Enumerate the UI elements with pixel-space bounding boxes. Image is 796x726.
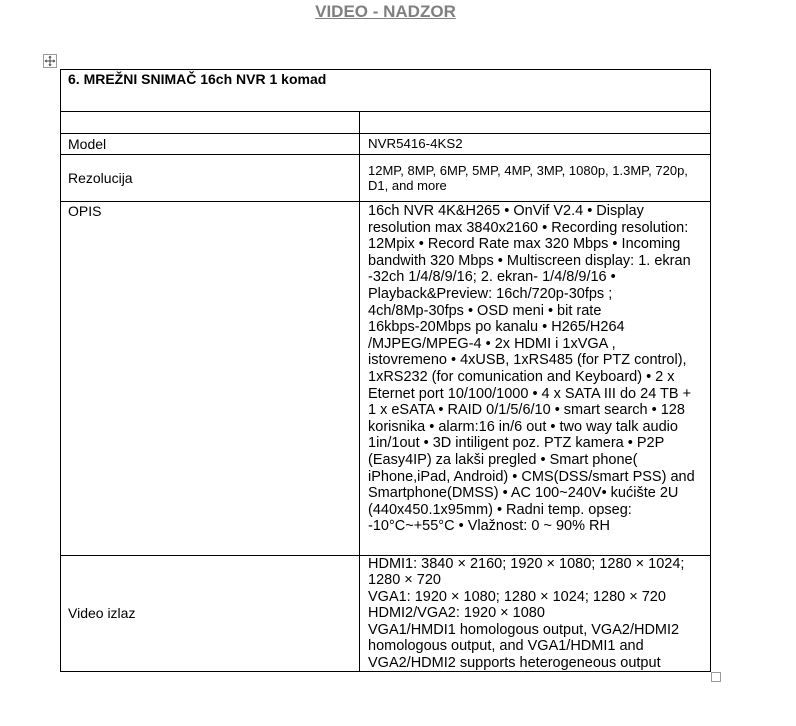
table-header-title: 6. MREŽNI SNIMAČ 16ch NVR 1 komad	[68, 71, 327, 87]
video-izlaz-label-cell[interactable]	[61, 556, 359, 671]
opis-label-cell[interactable]	[61, 202, 359, 555]
table-row-video-izlaz	[61, 555, 710, 671]
rezolucija-line: D1, and more	[368, 178, 447, 193]
opis-line: Smartphone(DMSS) • AC 100~240V• kućište 2U	[368, 485, 679, 502]
opis-line: Playback&Preview: 16ch/720p-30fps ;	[368, 285, 613, 302]
video-izlaz-line: homologous output, and VGA1/HDMI1 and	[368, 638, 644, 655]
opis-line: 12Mpix • Record Rate max 320 Mbps • Incoming	[368, 236, 681, 253]
table-row-opis	[61, 201, 710, 555]
table-empty-row	[61, 111, 710, 133]
opis-line: 4ch/8Mp-30fps • OSD meni • bit rate	[368, 302, 602, 319]
opis-line: 1xRS232 (for comunication and Keyboard) • 2 x	[368, 368, 675, 385]
video-izlaz-line: HDMI1: 3840 × 2160; 1920 × 1080; 1280 × 1024;	[368, 556, 685, 573]
model-value: NVR5416-4KS2	[368, 136, 463, 151]
video-izlaz-label: Video izlaz	[68, 605, 136, 621]
opis-line: -32ch 1/4/8/9/16; 2. ekran- 1/4/8/9/16 •	[368, 269, 616, 286]
opis-line: 16kbps-20Mbps po kanalu • H265/H264	[368, 319, 625, 336]
table-header-cell[interactable]	[61, 70, 710, 111]
opis-line: /MJPEG/MPEG-4 • 2x HDMI i 1xVGA ,	[368, 335, 616, 352]
opis-line: iPhone,iPad, Android) • CMS(DSS/smart PSS) and	[368, 468, 695, 485]
empty-cell-left[interactable]	[61, 112, 359, 133]
opis-line: 16ch NVR 4K&H265 • OnVif V2.4 • Display	[368, 203, 644, 219]
table-row-rezolucija	[61, 154, 710, 201]
video-izlaz-value-cell[interactable]	[359, 556, 710, 671]
opis-label: OPIS	[68, 203, 102, 219]
spec-table	[60, 69, 711, 672]
opis-line: Eternet port 10/100/1000 • 4 x SATA III do 24 TB +	[368, 385, 692, 402]
opis-line: (Easy4IP) za lakši pregled • Smart phone(	[368, 451, 638, 468]
opis-line: 1in/1out • 3D intiligent poz. PTZ kamera • P2P	[368, 435, 665, 452]
table-move-handle[interactable]	[43, 54, 57, 68]
table-resize-handle[interactable]	[711, 672, 721, 682]
video-izlaz-line: VGA1/HMDI1 homologous output, VGA2/HDMI2	[368, 621, 680, 638]
video-izlaz-line: HDMI2/VGA2: 1920 × 1080	[368, 605, 545, 622]
rezolucija-line: 12MP, 8MP, 6MP, 5MP, 4MP, 3MP, 1080p, 1.3MP, 720p,	[368, 163, 688, 178]
opis-line: (440x450.1x95mm) • Radni temp. opseg:	[368, 501, 632, 518]
move-arrows-icon	[44, 55, 56, 67]
opis-value-cell[interactable]	[359, 202, 710, 555]
model-label-cell[interactable]	[61, 134, 359, 154]
opis-line: korisnika • alarm:16 in/6 out • two way talk audio	[368, 418, 678, 435]
model-value-cell[interactable]	[359, 134, 710, 154]
table-row-model	[61, 133, 710, 154]
table-header-row	[61, 70, 710, 111]
opis-line: bandwith 320 Mbps • Multiscreen display: 1. ekran	[368, 252, 691, 269]
opis-line: resolution max 3840x2160 • Recording resolution:	[368, 219, 689, 236]
video-izlaz-line: 1280 × 720	[368, 572, 441, 589]
video-izlaz-line: VGA1: 1920 × 1080; 1280 × 1024; 1280 × 720	[368, 588, 666, 605]
document-title: VIDEO - NADZOR	[315, 2, 456, 21]
model-label: Model	[68, 135, 107, 152]
opis-line: 1 x eSATA • RAID 0/1/5/6/10 • smart search • 128	[368, 402, 685, 419]
empty-cell-right[interactable]	[359, 112, 710, 133]
video-izlaz-line: VGA2/HDMI2 supports heterogeneous output	[368, 654, 661, 671]
opis-line: -10°C~+55°C • Vlažnost: 0 ~ 90% RH	[368, 518, 610, 535]
opis-line: istovremeno • 4xUSB, 1xRS485 (for PTZ control),	[368, 352, 687, 369]
rezolucija-label-cell[interactable]	[61, 155, 359, 201]
rezolucija-label: Rezolucija	[68, 169, 133, 186]
rezolucija-value-cell[interactable]	[359, 155, 710, 201]
